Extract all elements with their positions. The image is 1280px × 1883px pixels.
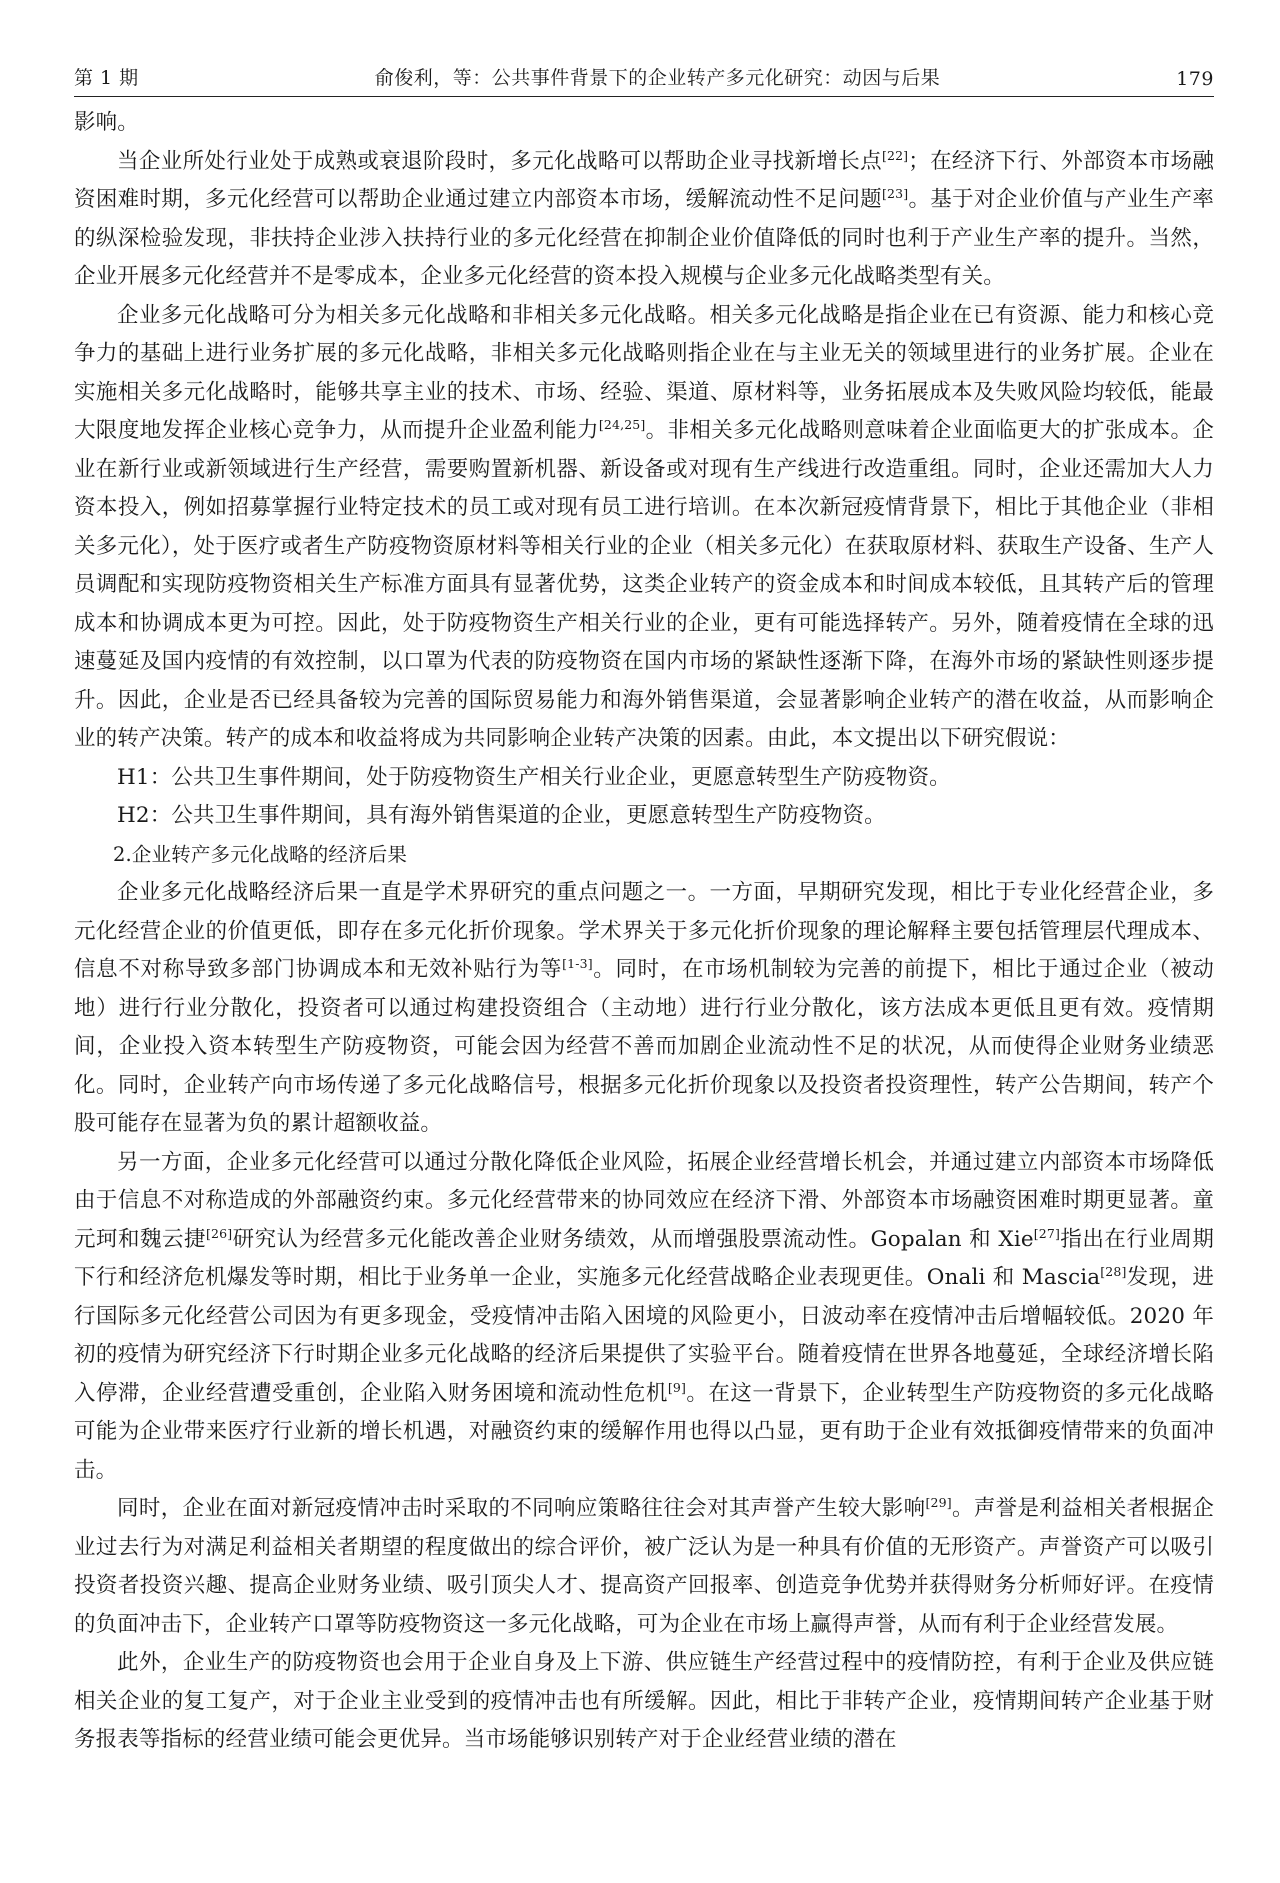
citation: [26]: [205, 1225, 233, 1241]
paragraph: 同时，企业在面对新冠疫情冲击时采取的不同响应策略往往会对其声誉产生较大影响[29]。声誉是利益相关者根据企业过去行为对满足利益相关者期望的程度做出的综合评价，被广泛认为是一种具有价值的无形资产。声誉资产可以吸引投资者投资兴趣、提高企业财务业绩、吸引顶尖人才、提高资产回报率、创造竞争优势并获得财务分析师好评。在疫情的负面冲击下，企业转产口罩等防疫物资这一多元化战略，可为企业在市场上赢得声誉，从而有利于企业经营发展。: [74, 1495, 1214, 1637]
citation: [28]: [1100, 1264, 1127, 1279]
citation: [27]: [1033, 1225, 1061, 1241]
citation: [24,25]: [598, 417, 646, 432]
hypothesis-h1: H1：公共卫生事件期间，处于防疫物资生产相关行业企业，更愿意转型生产防疫物资。: [117, 764, 951, 790]
issue-number: 第 1 期: [74, 67, 139, 89]
paragraph: 另一方面，企业多元化经营可以通过分散化降低企业风险，拓展企业经营增长机会，并通过建立内部资本市场降低由于信息不对称造成的外部融资约束。多元化经营带来的协同效应在经济下滑、外部资本市场融资困难时期更显著。童元珂和魏云捷[26]研究认为经营多元化能改善企业财务绩效，从而增强股票流动性。Gopalan 和 Xie[27]指出在行业周期下行和经济危机爆发等时期，相比于业务单一企业，实施多元化经营战略企业表现更佳。Onali 和 Mascia[28]发现，进行国际多元化经营公司因为有更多现金，受疫情冲击陷入困境的风险更小，日波动率在疫情冲击后增幅较低。2020 年初的疫情为研究经济下行时期企业多元化战略的经济后果提供了实验平台。随着疫情在世界各地蔓延，全球经济增长陷入停滞，企业经营遭受重创，企业陷入财务困境和流动性危机[9]。在这一背景下，企业转型生产防疫物资的多元化战略可能为企业带来医疗行业新的增长机遇，对融资约束的缓解作用也得以凸显，更有助于企业有效抵御疫情带来的负面冲击。: [74, 1149, 1214, 1483]
citation: [1-3]: [562, 956, 593, 971]
page-number: 179: [1176, 68, 1214, 90]
citation: [9]: [667, 1379, 687, 1395]
section-heading: 2.企业转产多元化战略的经济后果: [113, 842, 408, 866]
paragraph: 当企业所处行业处于成熟或衰退阶段时，多元化战略可以帮助企业寻找新增长点[22]；在经济下行、外部资本市场融资困难时期，多元化经营可以帮助企业通过建立内部资本市场，缓解流动性不足问题[23]。基于对企业价值与产业生产率的纵深检验发现，非扶持企业涉入扶持行业的多元化经营在抑制企业价值降低的同时也利于产业生产率的提升。当然，企业开展多元化经营并不是零成本，企业多元化经营的资本投入规模与企业多元化战略类型有关。: [74, 147, 1214, 289]
paragraph: 企业多元化战略经济后果一直是学术界研究的重点问题之一。一方面，早期研究发现，相比于专业化经营企业，多元化经营企业的价值更低，即存在多元化折价现象。学术界关于多元化折价现象的理论解释主要包括管理层代理成本、信息不对称导致多部门协调成本和无效补贴行为等[1-3]。同时，在市场机制较为完善的前提下，相比于通过企业（被动地）进行行业分散化，投资者可以通过构建投资组合（主动地）进行行业分散化，该方法成本更低且更有效。疫情期间，企业投入资本转型生产防疫物资，可能会因为经营不善而加剧企业流动性不足的状况，从而使得企业财务业绩恶化。同时，企业转产向市场传递了多元化战略信号，根据多元化折价现象以及投资者投资理性，转产公告期间，转产个股可能存在显著为负的累计超额收益。: [74, 880, 1215, 1136]
paragraph: 影响。: [74, 110, 139, 135]
running-title: 俞俊利，等：公共事件背景下的企业转产多元化研究：动因与后果: [374, 67, 941, 89]
article-body: [74, 104, 1214, 1760]
running-header: [74, 58, 1214, 90]
paragraph: 此外，企业生产的防疫物资也会用于企业自身及上下游、供应链生产经营过程中的疫情防控，有利于企业及供应链相关企业的复工复产，对于企业主业受到的疫情冲击也有所缓解。因此，相比于非转产企业，疫情期间转产企业基于财务报表等指标的经营业绩可能会更优异。当市场能够识别转产对于企业经营业绩的潜在: [74, 1650, 1214, 1752]
citation: [29]: [925, 1495, 952, 1510]
paragraph: 企业多元化战略可分为相关多元化战略和非相关多元化战略。相关多元化战略是指企业在已有资源、能力和核心竞争力的基础上进行业务扩展的多元化战略，非相关多元化战略则指企业在与主业无关的领域里进行的业务扩展。企业在实施相关多元化战略时，能够共享主业的技术、市场、经验、渠道、原材料等，业务拓展成本及失败风险均较低，能最大限度地发挥企业核心竞争力，从而提升企业盈利能力[24,25]。非相关多元化战略则意味着企业面临更大的扩张成本。企业在新行业或新领域进行生产经营，需要购置新机器、新设备或对现有生产线进行改造重组。同时，企业还需加大人力资本投入，例如招募掌握行业特定技术的员工或对现有员工进行培训。在本次新冠疫情背景下，相比于其他企业（非相关多元化），处于医疗或者生产防疫物资原材料等相关行业的企业（相关多元化）在获取原材料、获取生产设备、生产人员调配和实现防疫物资相关生产标准方面具有显著优势，这类企业转产的资金成本和时间成本较低，且其转产后的管理成本和协调成本更为可控。因此，处于防疫物资生产相关行业的企业，更有可能选择转产。另外，随着疫情在全球的迅速蔓延及国内疫情的有效控制，以口罩为代表的防疫物资在国内市场的紧缺性逐渐下降，在海外市场的紧缺性则逐步提升。因此，企业是否已经具备较为完善的国际贸易能力和海外销售渠道，会显著影响企业转产的潜在收益，从而影响企业的转产决策。转产的成本和收益将成为共同影响企业转产决策的因素。由此，本文提出以下研究假说：: [74, 302, 1215, 751]
header-rule: [74, 96, 1214, 97]
citation: [23]: [882, 186, 909, 201]
hypothesis-h2: H2：公共卫生事件期间，具有海外销售渠道的企业，更愿意转型生产防疫物资。: [117, 803, 886, 828]
citation: [22]: [881, 147, 909, 163]
